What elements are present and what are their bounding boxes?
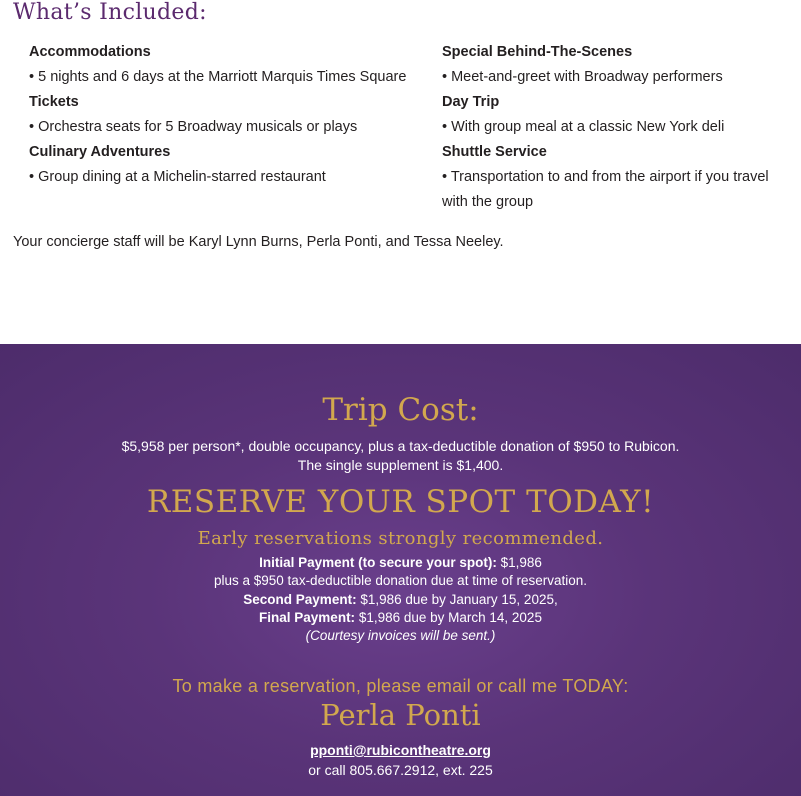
reservation-panel — [0, 344, 801, 796]
courtesy-note: (Courtesy invoices will be sent.) — [305, 628, 496, 643]
final-payment — [0, 609, 801, 627]
single-supplement-line: The single supplement is $1,400. — [297, 457, 504, 473]
trip-cost-line: $5,958 per person*, double occupancy, plus a tax-deductible donation of $950 to Rubicon. — [121, 438, 680, 454]
tickets-heading: Tickets — [29, 94, 79, 110]
tickets-item: • Orchestra seats for 5 Broadway musicals or plays — [29, 119, 358, 135]
initial-payment-value: $1,986 — [496, 555, 542, 570]
contact-phone: or call 805.667.2912, ext. 225 — [308, 762, 493, 778]
contact-name: Perla Ponti — [320, 698, 481, 732]
culinary-heading: Culinary Adventures — [29, 144, 171, 160]
reserve-headline: RESERVE YOUR SPOT TODAY! — [146, 484, 655, 520]
second-payment — [0, 591, 801, 609]
contact-email-link[interactable]: pponti@rubicontheatre.org — [310, 742, 491, 758]
initial-payment — [0, 554, 801, 572]
trip-cost-title: Trip Cost: — [322, 392, 479, 428]
behind-the-scenes-heading: Special Behind-The-Scenes — [442, 44, 633, 60]
included-right-column — [442, 40, 797, 215]
shuttle-heading: Shuttle Service — [442, 144, 547, 160]
culinary-item: • Group dining at a Michelin-starred restaurant — [29, 169, 326, 185]
second-payment-label: Second Payment: — [243, 592, 357, 607]
accommodations-heading: Accommodations — [29, 44, 151, 60]
whats-included-title: What’s Included: — [13, 0, 207, 25]
day-trip-heading: Day Trip — [442, 94, 500, 110]
final-payment-label: Final Payment: — [259, 610, 356, 625]
initial-payment-label: Initial Payment (to secure your spot): — [259, 555, 497, 570]
final-payment-value: $1,986 due by March 14, 2025 — [355, 610, 542, 625]
accommodations-item: • 5 nights and 6 days at the Marriott Marquis Times Square — [29, 69, 407, 85]
early-reservations-note: Early reservations strongly recommended. — [197, 528, 604, 549]
included-left-column — [29, 40, 424, 190]
day-trip-item: • With group meal at a classic New York deli — [442, 119, 725, 135]
concierge-note: Your concierge staff will be Karyl Lynn Burns, Perla Ponti, and Tessa Neeley. — [13, 234, 504, 250]
behind-the-scenes-item: • Meet-and-greet with Broadway performers — [442, 69, 723, 85]
second-payment-value: $1,986 due by January 15, 2025, — [356, 592, 558, 607]
donation-note: plus a $950 tax-deductible donation due at time of reservation. — [214, 573, 587, 588]
reservation-prompt: To make a reservation, please email or call me TODAY: — [172, 676, 629, 696]
shuttle-item: • Transportation to and from the airport if you travel with the group — [442, 169, 769, 210]
